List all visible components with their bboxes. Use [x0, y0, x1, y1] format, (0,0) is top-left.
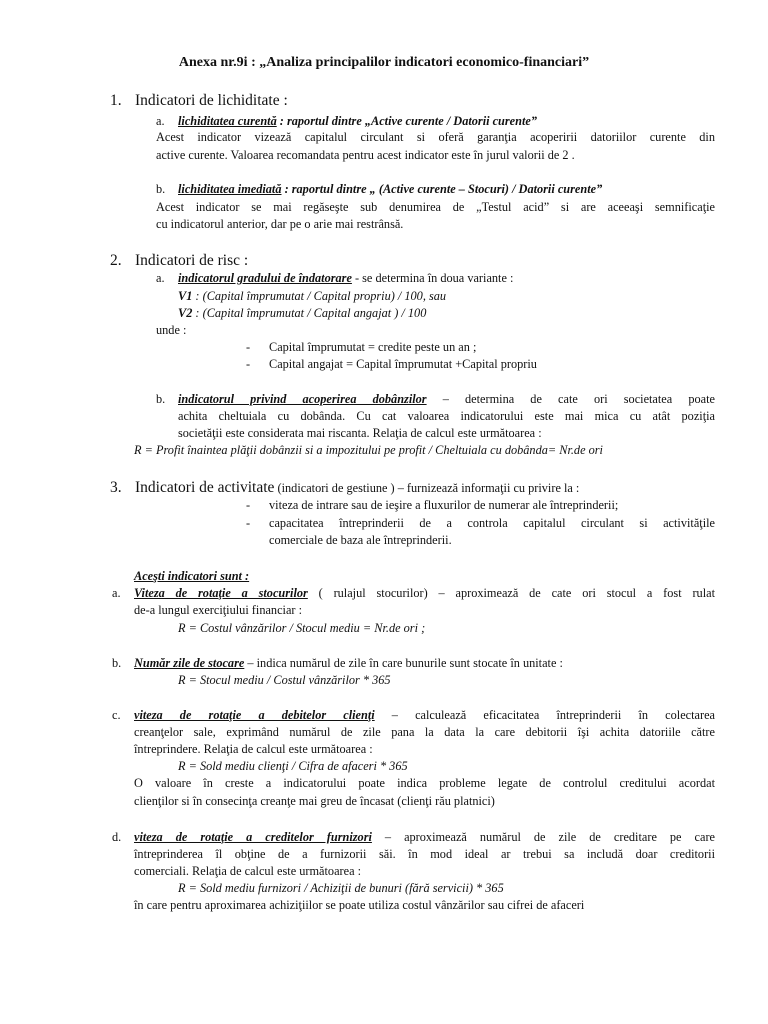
section-2-heading: 2. Indicatori de risc :	[110, 252, 249, 269]
section-3d-text: întreprinderea îl obţine de a furnizorii săi. în mod ideal ar trebui sa includă doar creditorii	[134, 847, 715, 861]
variant-1: V1 : (Capital împrumutat / Capital propriu) / 100, sau	[178, 289, 447, 303]
section-1a-text: active curente. Valoarea recomandata pentru acest indicator este în jurul valorii de 2 .	[156, 148, 575, 162]
section-2a-line: a. indicatorul gradului de îndatorare - se determina în doua variante :	[156, 271, 514, 285]
section-1-heading: 1. Indicatori de lichiditate :	[110, 92, 288, 109]
section-1a-line: a. lichiditatea curentă : raportul dintre „Active curente / Datorii curente”	[156, 114, 538, 128]
section-1b-text: Acest indicator se mai regăseşte sub denumirea de „Testul acid” si are aceeaşi semnificaţie	[156, 200, 715, 214]
section-2b-line: b. indicatorul privind acoperirea dobânzilor – determina de cate ori societatea poate	[156, 392, 715, 406]
section-3c-text: creanţelor sale, exprimând numărul de zile pana la data la care debitorii îşi achita datoriile către	[134, 725, 715, 739]
formula: R = Sold mediu clienţi / Cifra de afaceri * 365	[178, 759, 408, 773]
section-3d-text: comerciali. Relaţia de calcul este următoarea :	[134, 864, 362, 878]
activity-item: - capacitatea întreprinderii de a controla capitalul circulant si activităţile	[246, 516, 715, 530]
definition-item: - Capital împrumutat = credite peste un an ;	[246, 340, 477, 354]
section-3d-text: în care pentru aproximarea achiziţiilor se poate utiliza costul vânzărilor sau cifrei de afaceri	[134, 898, 585, 912]
section-3a-line: a. Viteza de rotaţie a stocurilor ( rulajul stocurilor) – aproximează de cate ori stocul a fost rulat	[112, 586, 715, 600]
definition-item: - Capital angajat = Capital împrumutat +Capital propriu	[246, 357, 537, 371]
section-3c-text: O valoare în creste a indicatorului poate indica probleme legate de controlul creditului acordat	[134, 776, 715, 790]
activity-item: - viteza de intrare sau de ieşire a fluxurilor de numerar ale întreprinderii;	[246, 498, 619, 512]
section-3a-text: de-a lungul exerciţiului financiar :	[134, 603, 302, 617]
formula: R = Sold mediu furnizori / Achiziţii de bunuri (fără servicii) * 365	[178, 881, 504, 895]
page-title: Anexa nr.9i : „Analiza principalilor indicatori economico-financiari”	[178, 55, 590, 70]
unde-label: unde :	[156, 323, 187, 337]
section-3c-text: întreprindere. Relaţia de calcul este următoarea :	[134, 742, 373, 756]
section-3c-line: c. viteza de rotaţie a debitelor clienţi – calculează eficacitatea întreprinderii în colectarea	[112, 708, 715, 722]
section-1b-text: cu indicatorul anterior, dar pe o arie mai restrânsă.	[156, 217, 404, 231]
section-3-heading: 3. Indicatori de activitate (indicatori de gestiune ) – furnizează informaţii cu privire la :	[110, 479, 580, 496]
indicators-intro: Aceşti indicatori sunt :	[134, 569, 250, 583]
section-2b-text: societăţii este considerata mai riscanta. Relaţia de calcul este următoarea :	[178, 426, 542, 440]
activity-item: comerciale de baza ale întreprinderii.	[269, 533, 452, 547]
section-3c-text: clienţilor si în consecinţa creanţe mai greu de încasat (clienţi rău platnici)	[134, 794, 495, 808]
formula: R = Stocul mediu / Costul vânzărilor * 365	[178, 673, 391, 687]
formula: R = Profit înaintea plăţii dobânzii si a impozitului pe profit / Cheltuiala cu dobânda= Nr.de ori	[134, 443, 603, 457]
section-2b-text: achita cheltuiala cu dobânda. Cu cat valoarea indicatorului este mai mica cu atât poziţia	[178, 409, 715, 423]
section-3d-line: d. viteza de rotaţie a creditelor furnizori – aproximează numărul de zile de creditare pe care	[112, 830, 716, 844]
section-1b-line: b. lichiditatea imediată : raportul dintre „ (Active curente – Stocuri) / Datorii curente”	[156, 182, 603, 196]
section-3b-line: b. Număr zile de stocare – indica numărul de zile în care bunurile sunt stocate în unitate :	[112, 656, 563, 670]
formula: R = Costul vânzărilor / Stocul mediu = Nr.de ori ;	[178, 621, 426, 635]
variant-2: V2 : (Capital împrumutat / Capital angajat ) / 100	[178, 306, 427, 320]
section-1a-text: Acest indicator vizează capitalul circulant si oferă garanţia acoperirii datoriilor curente din	[156, 130, 715, 144]
